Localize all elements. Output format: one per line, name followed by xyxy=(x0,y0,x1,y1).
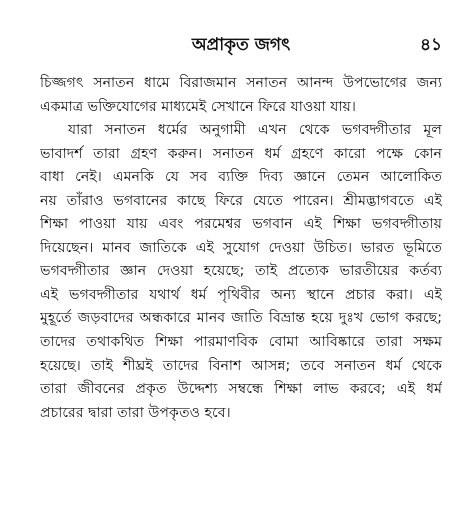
running-header xyxy=(40,30,442,60)
text-line: বাধা নেই। এমনকি যে সব ব্যক্তি দিব্য জ্ঞানে তেমন আলোকিত xyxy=(40,169,442,186)
text-line: মুহূর্তে জড়বাদের অন্ধকারে মানব জাতি বিভ্রান্ত হয়ে দুঃখ ভোগ করছে; xyxy=(40,310,442,327)
text-line: তারা জীবনের প্রকৃত উদ্দেশ্য সম্বন্ধে শিক্ষা লাভ করবে; এই ধর্ম xyxy=(40,381,442,398)
text-line: ভাবাদর্শ তারা গ্রহণ করুন। সনাতন ধর্ম গ্রহণে কারো পক্ষে কোন xyxy=(40,145,442,162)
text-line: যারা সনাতন ধর্মের অনুগামী এখন থেকে ভগবদ্গীতার মূল xyxy=(68,122,442,139)
text-line: দিয়েছেন। মানব জাতিকে এই সুযোগ দেওয়া উচিত। ভারত ভূমিতে xyxy=(40,239,442,256)
text-line: প্রচারের দ্বারা তারা উপকৃতও হবে। xyxy=(40,404,231,421)
text-line: ভগবদ্গীতার জ্ঞান দেওয়া হয়েছে; তাই প্রত্যেক ভারতীয়ের কর্তব্য xyxy=(40,263,442,280)
text-line: চিজ্জগৎ সনাতন ধামে বিরাজমান সনাতন আনন্দ উপভোগের জন্য xyxy=(40,75,442,91)
running-title: অপ্রাকৃত জগৎ xyxy=(191,35,291,55)
page-number: ৪১ xyxy=(419,35,442,55)
text-line: নয় তাঁরাও ভগবানের কাছে ফিরে যেতে পারেন। শ্রীমদ্ভাগবতে এই xyxy=(40,192,442,209)
body-text xyxy=(40,72,442,425)
text-line: এই ভগবদ্গীতার যথার্থ ধর্ম পৃথিবীর অন্য স্থানে প্রচার করা। এই xyxy=(40,286,442,303)
text-line: একমাত্র ভক্তিযোগের মাধ্যমেই সেখানে ফিরে যাওয়া যায়। xyxy=(40,98,356,115)
text-line: তাদের তথাকথিত শিক্ষা পারমাণবিক বোমা আবিষ্কারে তারা সক্ষম xyxy=(40,334,442,351)
text-line: হয়েছে। তাই শীঘ্রই তাদের বিনাশ আসন্ন; তবে সনাতন ধর্ম থেকে xyxy=(40,357,442,374)
text-line: শিক্ষা পাওয়া যায় এবং পরমেশ্বর ভগবান এই শিক্ষা ভগবদ্গীতায় xyxy=(40,216,442,233)
